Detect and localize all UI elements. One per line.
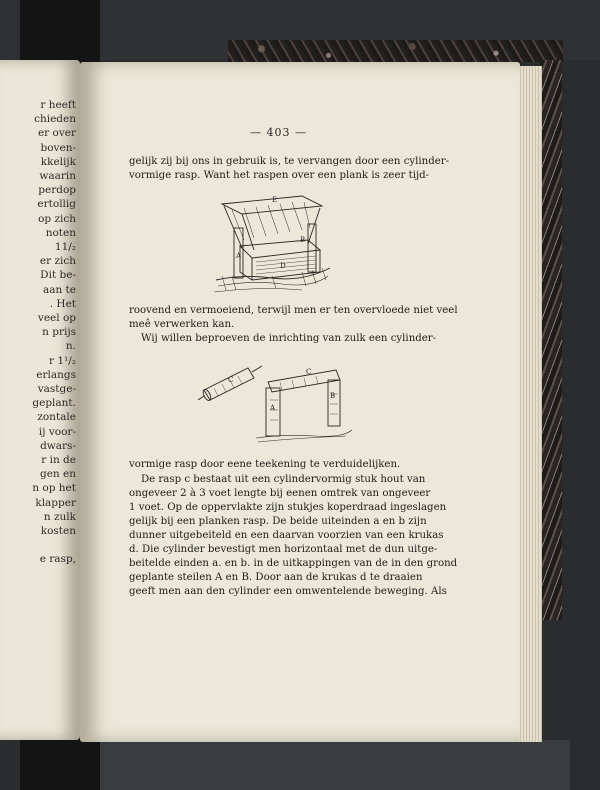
left-page-line: perdop xyxy=(38,184,76,197)
text-line: vormige rasp door eene teekening te verduidelijken. xyxy=(129,459,401,470)
left-page-line: er over xyxy=(37,127,76,140)
text-line: vormige rasp. Want het raspen over een plank is zeer tijd- xyxy=(129,170,430,181)
left-page xyxy=(0,60,80,740)
text-line: beitelde einden a. en b. in de uitkappingen van de in den grond xyxy=(129,558,458,569)
text-line: d. Die cylinder bevestigt men horizontaal met de dun uitge- xyxy=(129,544,438,555)
left-page-line: waarin xyxy=(39,170,76,182)
figure-label: A xyxy=(236,252,242,260)
marbled-cover-side xyxy=(540,60,562,620)
left-page-line: kosten xyxy=(40,525,76,537)
left-page-line: r in de xyxy=(41,454,76,466)
trough-rasp-illustration xyxy=(212,188,334,298)
left-page-line: gen en xyxy=(39,468,76,481)
left-page-line: boven- xyxy=(40,141,76,154)
left-page-line: n prijs xyxy=(42,326,76,339)
left-page-line: veel op xyxy=(37,312,76,324)
left-page-line: noten xyxy=(45,226,76,239)
left-page-line: chieden xyxy=(34,113,76,126)
left-page-line: n. xyxy=(65,340,76,353)
page-number: — 403 — xyxy=(250,126,307,139)
left-page-line: r 1¹/₂ xyxy=(49,354,76,367)
text-line: geeft men aan den cylinder een omwentelende beweging. Als xyxy=(129,586,447,597)
left-page-line: er zich xyxy=(39,255,76,268)
text-line: gelijk zij bij ons in gebruik is, te vervangen door een cylinder- xyxy=(129,156,450,167)
cylinder-rasp-illustration xyxy=(196,360,356,444)
text-line: meê verwerken kan. xyxy=(129,319,235,330)
left-page-line: zontale xyxy=(37,411,76,424)
left-page-line: n zulk xyxy=(43,510,76,523)
text-line: dunner uitgebeiteld en een daarvan voorzien van een krukas xyxy=(129,530,444,541)
left-page-line: r heeft xyxy=(40,99,76,111)
left-page-line: erlangs xyxy=(36,368,76,381)
left-page-line: aan te xyxy=(42,283,76,296)
left-page-line: op zich xyxy=(38,212,76,225)
figure-label: A xyxy=(270,404,276,412)
left-page-line: klapper xyxy=(35,496,76,509)
marbled-cover-edge xyxy=(228,40,563,62)
left-page-line: e rasp, xyxy=(39,553,76,566)
text-line: roovend en vermoeiend, terwijl men er ten overvloede niet veel xyxy=(129,305,458,316)
left-page-line: . Het xyxy=(49,297,76,310)
text-line: De rasp c bestaat uit een cylindervormig stuk hout van xyxy=(141,474,426,485)
figure-label: B xyxy=(300,236,306,244)
figure-label: B xyxy=(330,392,336,400)
text-line: gelijk bij een planken rasp. De beide uiteinden a en b zijn xyxy=(129,516,427,527)
left-page-line: Dit be- xyxy=(40,269,76,282)
book-board xyxy=(100,740,570,790)
left-page-line: 11/₂ xyxy=(54,241,76,253)
left-page-line: n op het xyxy=(32,482,76,495)
figure-label: C xyxy=(306,368,312,376)
figure-label: C xyxy=(228,376,234,384)
left-page-line: ertollig xyxy=(37,198,76,211)
figure-label: E xyxy=(272,196,278,204)
left-page-line: vastge- xyxy=(37,383,76,395)
left-page-line: kkelijk xyxy=(40,155,76,168)
left-page-line: dwars- xyxy=(40,439,76,452)
text-line: ongeveer 2 à 3 voet lengte bij eenen omtrek van ongeveer xyxy=(129,488,431,499)
left-page-line: ij voor- xyxy=(38,425,76,438)
text-line: 1 voet. Op de oppervlakte zijn stukjes koperdraad ingeslagen xyxy=(129,502,447,513)
text-line: geplante steilen A en B. Door aan de krukas d te draaien xyxy=(129,572,423,583)
left-page-line: geplant. xyxy=(32,397,76,410)
figure-label: D xyxy=(280,262,286,270)
text-line: Wij willen beproeven de inrichting van zulk een cylinder- xyxy=(141,333,437,344)
